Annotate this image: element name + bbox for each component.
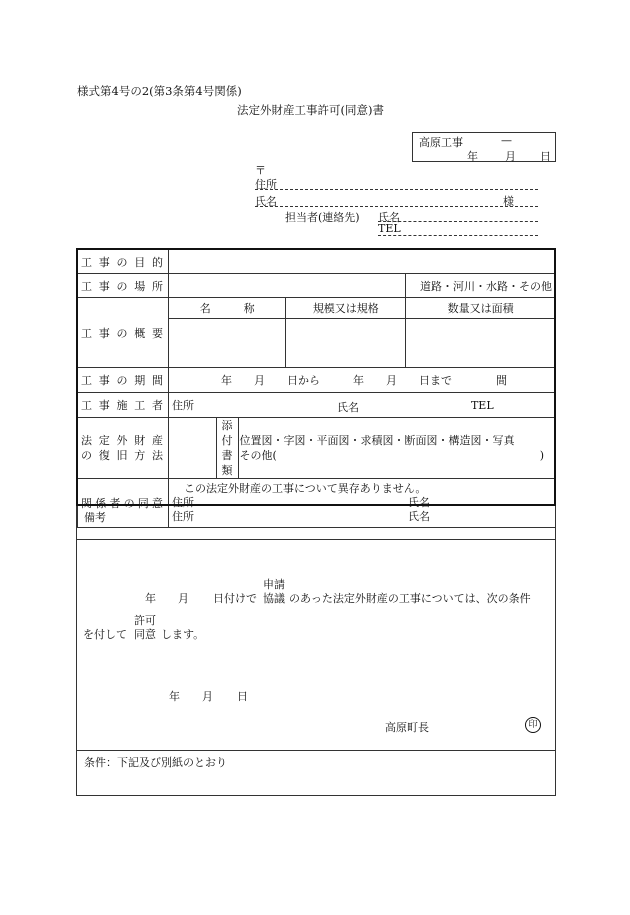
attach-documents-list: 位置図・字図・平面図・求積図・断面図・構造図・写真	[239, 434, 515, 447]
document-title: 法定外財産工事許可(同意)書	[237, 103, 384, 117]
form-number: 様式第4号の2(第3条第4号関係)	[77, 84, 242, 98]
number-box-month: 月	[505, 150, 516, 163]
attach-other-label: その他(	[239, 449, 277, 462]
decision-line2-start: を付して	[83, 628, 127, 641]
overview-name-field[interactable]	[168, 319, 285, 368]
number-box-dash: —	[501, 134, 512, 147]
apply-text: 申請	[263, 578, 285, 591]
postal-mark: 〒	[255, 164, 266, 177]
consent-choice-text: 同意	[134, 628, 156, 641]
decision-month: 月	[178, 592, 189, 605]
applicant-name-line	[255, 206, 538, 207]
conditions-divider	[77, 750, 555, 751]
overview-quantity-field[interactable]	[406, 319, 556, 368]
consult-text: 協議	[263, 592, 285, 605]
decision-area	[76, 506, 556, 796]
location-label: 工事の場所	[81, 279, 163, 293]
consent-address-1: 住所	[171, 496, 194, 509]
issue-day: 日	[237, 690, 248, 703]
period-field[interactable]: 年 月 日から 年 月 日まで 間	[168, 368, 555, 393]
remarks-divider	[77, 539, 555, 540]
row-period	[78, 368, 556, 393]
purpose-label: 工事の目的	[81, 255, 163, 269]
row-contractor	[78, 393, 556, 418]
consent-name-2: 氏名	[407, 510, 430, 523]
consent-text: この法定外財産の工事について異存ありません。	[183, 482, 427, 495]
consent-name-1: 氏名	[407, 496, 430, 509]
conditions-text: 条件：下記及び別紙のとおり	[84, 756, 227, 769]
applicant-honorific: 様	[503, 195, 514, 208]
contact-tel-label: TEL	[378, 222, 401, 235]
contractor-field[interactable]	[168, 393, 555, 418]
contact-name-label: 氏名	[378, 211, 400, 224]
restore-label-1: 法定外財産	[81, 434, 163, 447]
contractor-tel-label: TEL	[470, 399, 494, 412]
overview-col-scale: 規模又は規格	[286, 298, 406, 319]
decision-year: 年	[145, 592, 156, 605]
contractor-address-label: 住所	[171, 399, 194, 412]
overview-col-name: 名 称	[168, 298, 285, 319]
restore-method-field[interactable]	[168, 418, 216, 479]
row-location	[78, 274, 556, 298]
issue-year: 年	[169, 690, 180, 703]
overview-scale-field[interactable]	[286, 319, 406, 368]
contact-label: 担当者(連絡先)	[285, 211, 360, 224]
decision-line2-end: します。	[161, 628, 205, 641]
row-overview-header	[78, 298, 556, 319]
contractor-label: 工事施工者	[81, 399, 163, 412]
decision-day-text: 日付けで	[213, 592, 257, 605]
remarks-label: 備考	[84, 511, 106, 524]
official-seal-icon: 印	[525, 717, 541, 733]
attach-label-1: 添付	[221, 419, 233, 447]
attach-label-2: 書類	[221, 449, 233, 477]
mayor-title: 高原町長	[385, 721, 429, 734]
consent-address-2: 住所	[171, 510, 194, 523]
permit-text: 許可	[134, 614, 156, 627]
number-box-year: 年	[467, 150, 478, 163]
applicant-address-line	[255, 189, 538, 190]
issue-month: 月	[202, 690, 213, 703]
contractor-name-label: 氏名	[336, 401, 359, 414]
applicant-address-label: 住所	[255, 178, 277, 191]
permit-consent-stack	[134, 614, 156, 642]
apply-consult-stack	[263, 578, 285, 606]
contact-name-line	[378, 221, 538, 222]
applicant-name-label: 氏名	[255, 195, 277, 208]
number-box-day: 日	[540, 150, 551, 163]
overview-label: 工事の概要	[81, 326, 163, 340]
location-options: 道路・河川・水路・その他	[406, 274, 556, 298]
application-table	[77, 249, 556, 528]
decision-line1-rest: のあった法定外財産の工事については、次の条件	[289, 592, 531, 605]
period-label: 工事の期間	[81, 374, 163, 387]
location-field[interactable]	[168, 274, 405, 298]
consent-label: 関係者の同意	[81, 497, 163, 510]
overview-col-quantity: 数量又は面積	[406, 298, 556, 319]
row-restore	[78, 418, 556, 479]
restore-label-2: の復旧方法	[81, 449, 163, 462]
number-box	[412, 132, 556, 162]
contact-tel-line	[378, 235, 538, 236]
number-box-label: 高原工事	[419, 136, 463, 149]
purpose-field[interactable]	[168, 250, 555, 274]
attach-other-close: )	[539, 449, 544, 462]
row-purpose	[78, 250, 556, 274]
